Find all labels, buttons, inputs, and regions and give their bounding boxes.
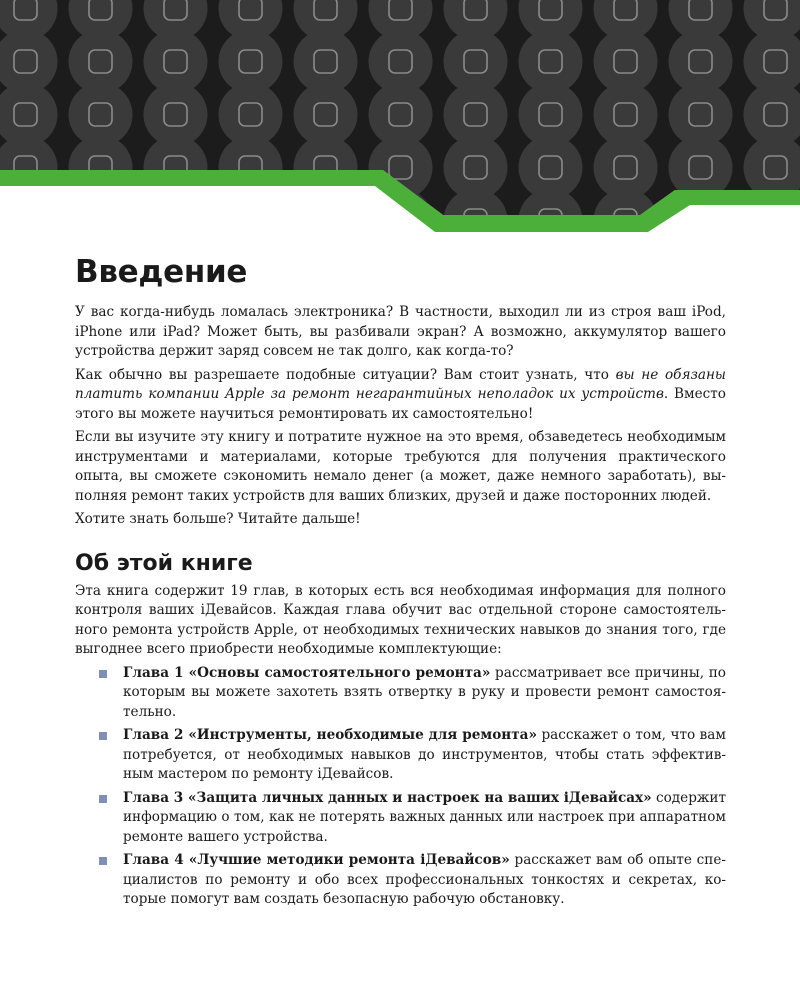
square-bullet-icon (99, 732, 107, 740)
list-item: Глава 2 «Инструменты, необходимые для ремонта» расскажет о том, что вам потребуется, от необходимых навыков до инструментов, чтобы стать эффективным мастером по ремонту iДевайсов. (123, 726, 726, 785)
square-bullet-icon (99, 670, 107, 678)
intro-paragraph-3: Если вы изучите эту книгу и потратите нужное на это время, обзаведетесь необходимым инструментами и материалами, которые требуются для получения практического опыта, вы сможете сэкономить немало денег (а может, даже немного заработать), выполняя ремонт таких устройств для ваших близких, друзей и даже посторонних людей. (75, 429, 726, 504)
square-bullet-icon (99, 795, 107, 803)
header-decoration (0, 0, 800, 240)
section-title-intro: Введение (75, 254, 248, 290)
intro-paragraph-2: Как обычно вы разрешаете подобные ситуации? Вам стоит узнать, что вы не обязаны платить компании Apple за ремонт негарантийных неполадок их устройств. Вместо этого вы можете научиться ремонтировать их самостоятельно! (75, 366, 726, 422)
about-paragraph: Эта книга содержит 19 глав, в которых есть вся необходимая информация для полного контроля ваших iДевайсов. Каждая глава обучит вас отдельной стороне самостоятельного ремонта устройств Apple, от необходимых технических навыков до знания того, где выгоднее всего приобрести необходимые комплектующие: (75, 582, 726, 658)
chapter-list (75, 664, 726, 910)
section-title-about: Об этой книге (75, 550, 253, 576)
intro-paragraph-1: У вас когда-нибудь ломалась электроника? В частности, выходил ли из строя ваш iPod, iPhone или iPad? Может быть, вы разбивали экран? А возможно, аккумулятор вашего устройства держит заряд совсем не так долго, как когда-то? (75, 304, 726, 360)
square-bullet-icon (99, 857, 107, 865)
list-item: Глава 3 «Защита личных данных и настроек на ваших iДевайсах» содержит информацию о том, как не потерять важных данных или настроек при аппаратном ремонте вашего устройства. (123, 789, 726, 848)
list-item: Глава 4 «Лучшие методики ремонта iДевайсов» расскажет вам об опыте специалистов по ремонту и обо всех профессиональных тонкостях и секретах, которые помогут вам создать безопасную рабочую обстановку. (123, 851, 726, 910)
page-content (75, 255, 726, 914)
list-item: Глава 1 «Основы самостоятельного ремонта» рассматривает все причины, по которым вы можете захотеть взять отвертку в руку и провести ремонт самостоятельно. (123, 664, 726, 723)
intro-paragraph-4: Хотите знать больше? Читайте дальше! (75, 511, 361, 528)
